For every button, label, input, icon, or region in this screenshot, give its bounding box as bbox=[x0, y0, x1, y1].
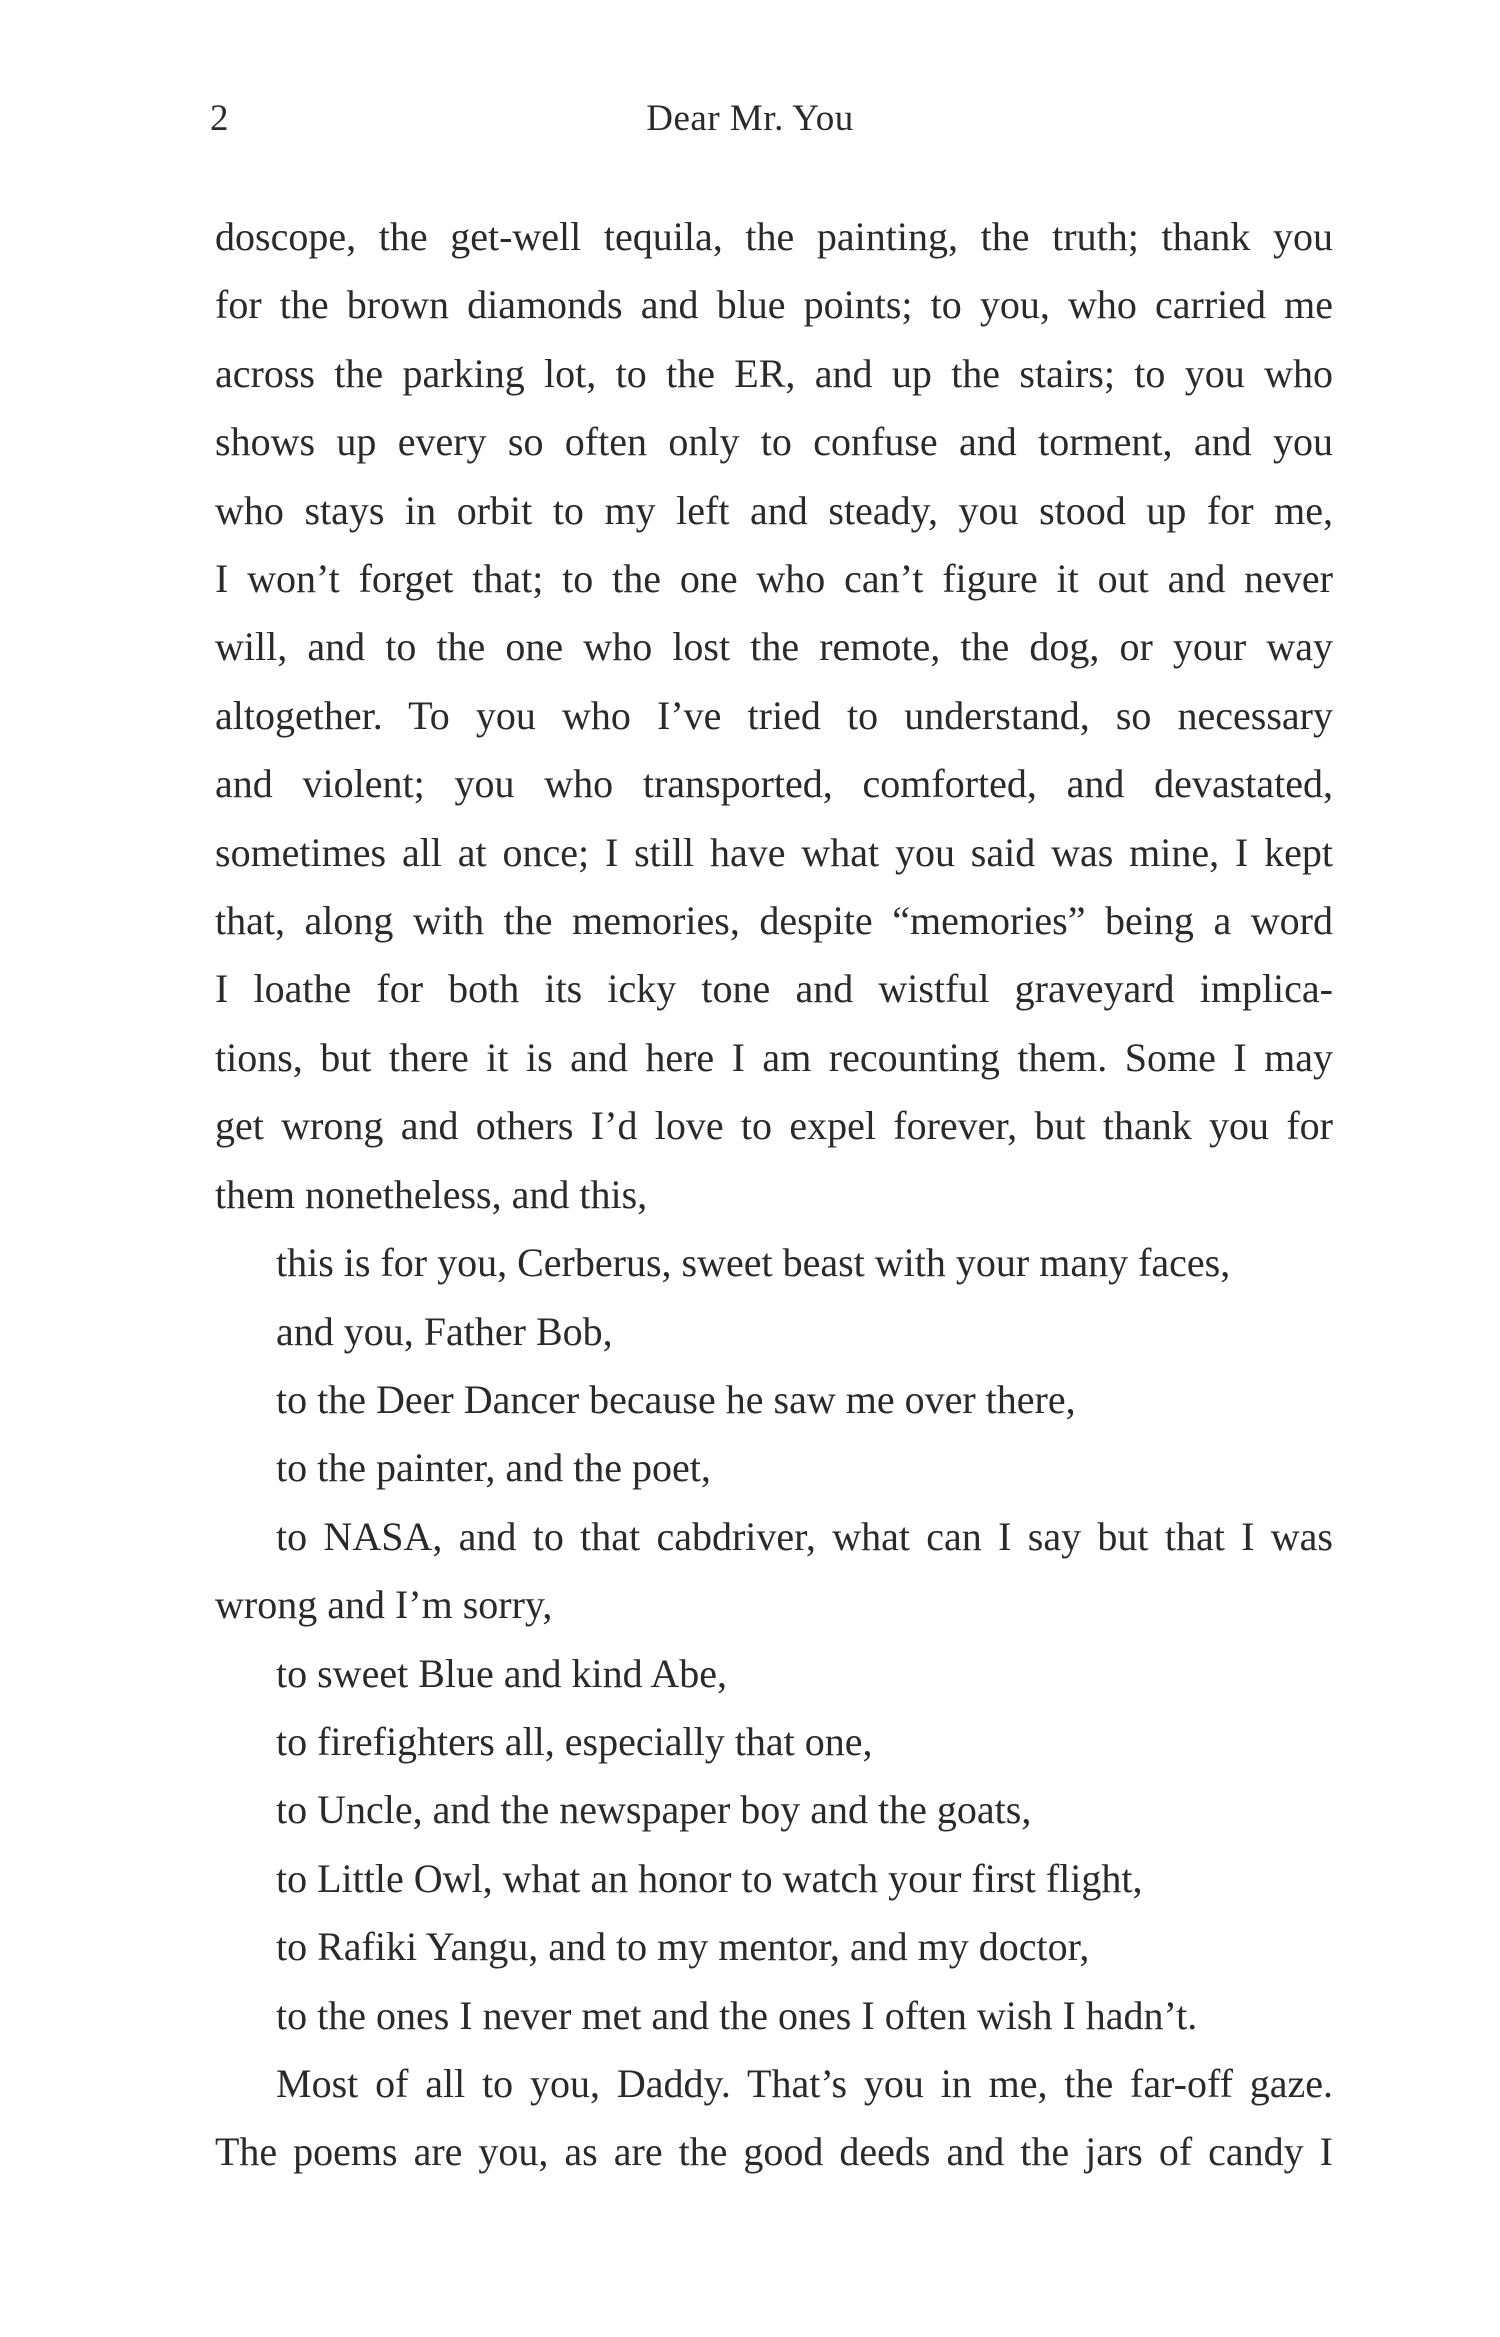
dedication-line: to Little Owl, what an honor to watch your first flight, bbox=[276, 1855, 1143, 1901]
dedication-line: this is for you, Cerberus, sweet beast with your many faces, bbox=[276, 1240, 1231, 1286]
text-line: altogether. To you who I’ve tried to understand, so necessary bbox=[215, 692, 1333, 738]
body-text bbox=[215, 203, 1333, 2187]
text-line: Most of all to you, Daddy. That’s you in me, the far-off gaze. bbox=[276, 2060, 1333, 2106]
dedication-line: to the ones I never met and the ones I often wish I hadn’t. bbox=[276, 1992, 1198, 2038]
text-line: across the parking lot, to the ER, and up the stairs; to you who bbox=[215, 350, 1333, 396]
text-line: who stays in orbit to my left and steady, you stood up for me, bbox=[215, 487, 1333, 533]
text-line: I loathe for both its icky tone and wistful graveyard implica- bbox=[215, 966, 1333, 1012]
dedication-line: to NASA, and to that cabdriver, what can I say but that I was bbox=[276, 1513, 1333, 1559]
text-line: that, along with the memories, despite “memories” being a word bbox=[215, 898, 1333, 944]
dedication-line: to the Deer Dancer because he saw me over there, bbox=[276, 1376, 1076, 1422]
text-line: get wrong and others I’d love to expel forever, but thank you for bbox=[215, 1103, 1333, 1149]
dedication-line: wrong and I’m sorry, bbox=[215, 1582, 553, 1628]
dedication-line: to sweet Blue and kind Abe, bbox=[276, 1650, 728, 1696]
page-number: 2 bbox=[210, 98, 229, 139]
dedication-line: to Uncle, and the newspaper boy and the goats, bbox=[276, 1787, 1032, 1833]
text-line: The poems are you, as are the good deeds and the jars of candy I bbox=[215, 2129, 1333, 2175]
text-line: I won’t forget that; to the one who can’t figure it out and never bbox=[215, 556, 1333, 602]
running-title: Dear Mr. You bbox=[646, 98, 854, 139]
dedication-line: to Rafiki Yangu, and to my mentor, and my doctor, bbox=[276, 1924, 1090, 1970]
text-line: shows up every so often only to confuse and torment, and you bbox=[215, 419, 1333, 465]
dedication-line: to the painter, and the poet, bbox=[276, 1445, 711, 1491]
text-line: tions, but there it is and here I am recounting them. Some I may bbox=[215, 1034, 1333, 1080]
text-line: them nonetheless, and this, bbox=[215, 1171, 648, 1217]
text-line: will, and to the one who lost the remote, the dog, or your way bbox=[215, 624, 1333, 670]
dedication-line: to firefighters all, especially that one, bbox=[276, 1718, 873, 1764]
dedication-line: and you, Father Bob, bbox=[276, 1308, 613, 1354]
text-line: for the brown diamonds and blue points; to you, who carried me bbox=[215, 282, 1333, 328]
text-line: and violent; you who transported, comforted, and devastated, bbox=[215, 761, 1333, 807]
text-line: doscope, the get-well tequila, the painting, the truth; thank you bbox=[215, 214, 1333, 259]
text-line: sometimes all at once; I still have what you said was mine, I kept bbox=[215, 829, 1333, 875]
